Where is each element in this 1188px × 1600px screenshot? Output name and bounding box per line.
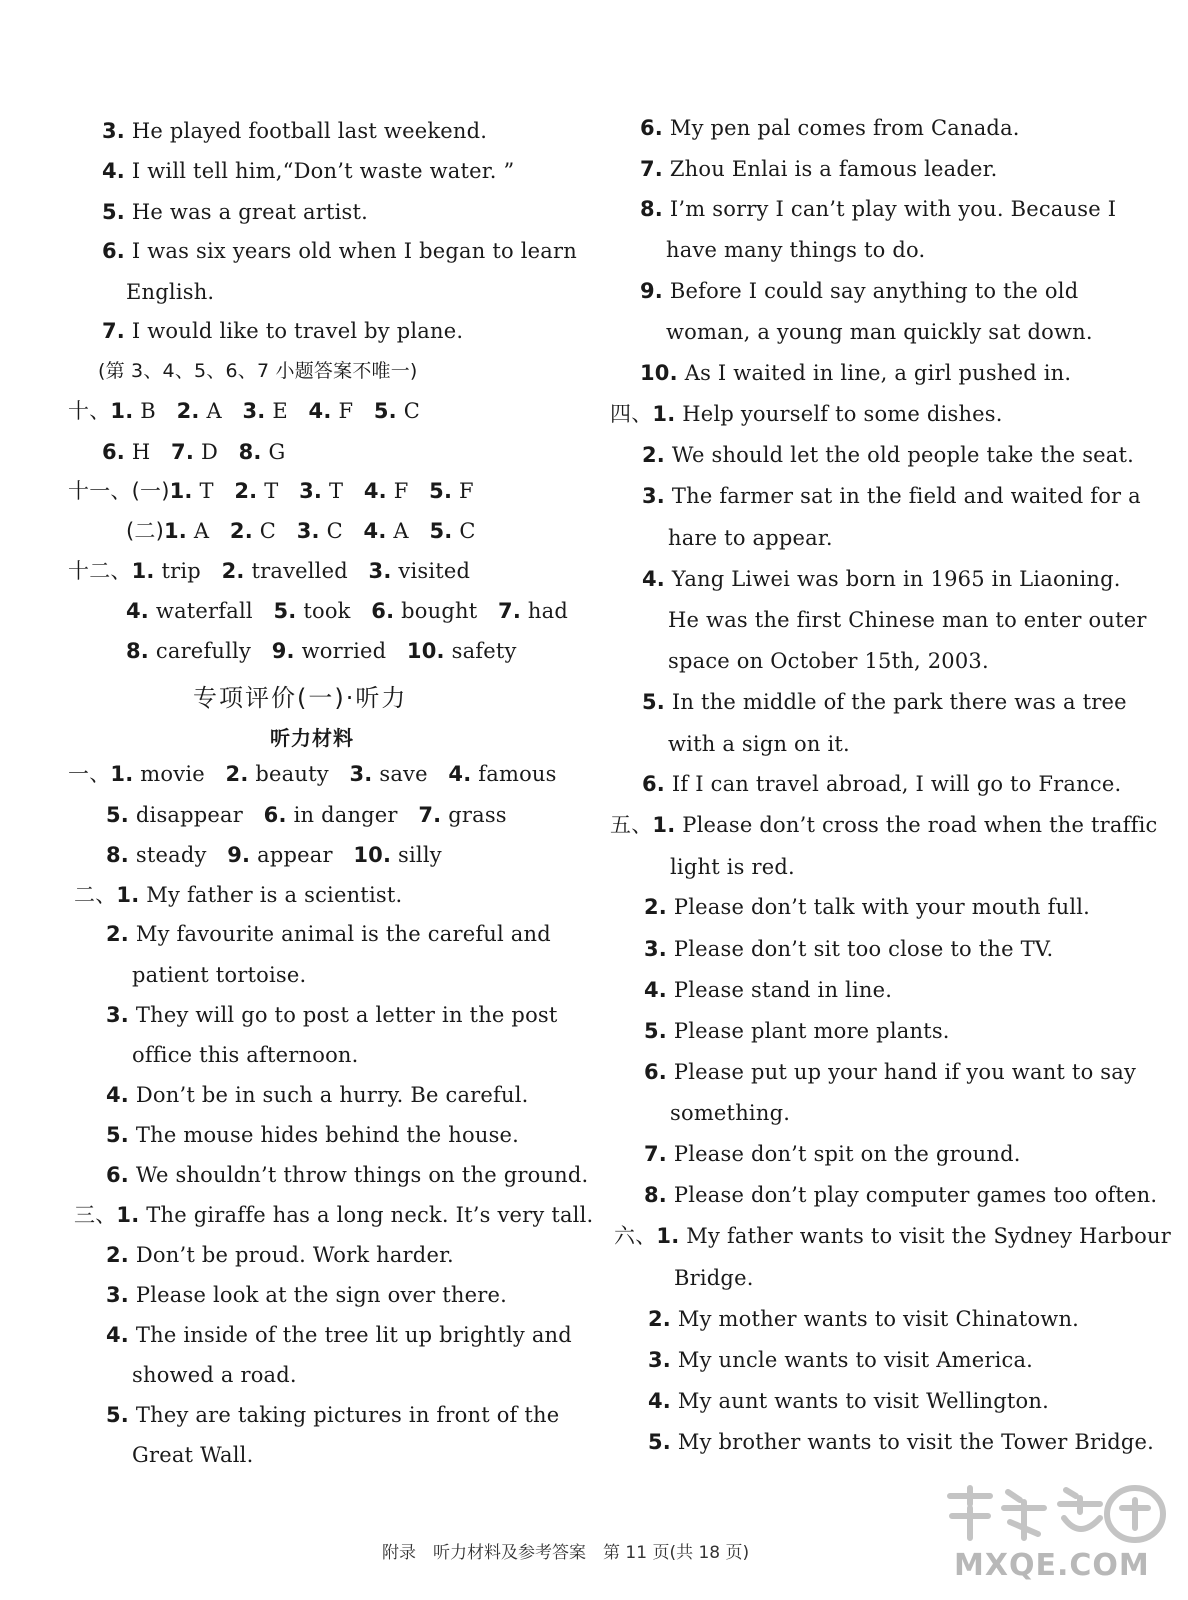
answer-line: 3. The farmer sat in the field and waited for a — [642, 484, 1141, 508]
answer-row: 十二、1. trip 2. travelled 3. visited — [68, 559, 471, 583]
subsection-heading: 听力材料 — [270, 726, 354, 750]
answer-line: 3. He played football last weekend. — [102, 119, 488, 143]
answer-row: 十一、(一)1. T 2. T 3. T 4. F 5. F — [68, 479, 474, 503]
answer-line-continued: have many things to do. — [666, 238, 926, 262]
answer-line: 二、1. My father is a scientist. — [74, 883, 403, 907]
answer-line: 7. Zhou Enlai is a famous leader. — [640, 157, 998, 181]
answer-line: 7. I would like to travel by plane. — [102, 319, 464, 343]
answer-row: 十、1. B 2. A 3. E 4. F 5. C — [68, 399, 421, 423]
answer-row: 4. waterfall 5. took 6. bought 7. had — [126, 599, 568, 623]
answer-line: 4. My aunt wants to visit Wellington. — [648, 1389, 1049, 1413]
answer-line: 5. They are taking pictures in front of the — [106, 1403, 560, 1427]
answer-line: 4. Yang Liwei was born in 1965 in Liaoning. — [642, 567, 1121, 591]
answer-line: 6. Please put up your hand if you want to say — [644, 1060, 1137, 1084]
answer-row: 8. steady 9. appear 10. silly — [106, 843, 442, 867]
answer-line: 6. My pen pal comes from Canada. — [640, 116, 1020, 140]
answer-line-continued: space on October 15th, 2003. — [668, 649, 989, 673]
answer-line: 5. He was a great artist. — [102, 200, 368, 224]
answer-line: 5. The mouse hides behind the house. — [106, 1123, 520, 1147]
answer-line: 10. As I waited in line, a girl pushed in. — [640, 361, 1072, 385]
answer-line: 4. Don’t be in such a hurry. Be careful. — [106, 1083, 529, 1107]
answer-line: 6. We shouldn’t throw things on the ground. — [106, 1163, 589, 1187]
answer-line: 8. Please don’t play computer games too often. — [644, 1183, 1158, 1207]
answer-line: 5. Please plant more plants. — [644, 1019, 950, 1043]
answer-line-continued: Great Wall. — [132, 1443, 254, 1467]
answer-line: 4. The inside of the tree lit up brightly and — [106, 1323, 572, 1347]
answer-line: 三、1. The giraffe has a long neck. It’s very tall. — [74, 1203, 594, 1227]
answer-line: 7. Please don’t spit on the ground. — [644, 1142, 1021, 1166]
answer-line: 3. My uncle wants to visit America. — [648, 1348, 1034, 1372]
answer-line: 2. Please don’t talk with your mouth full. — [644, 895, 1091, 919]
watermark-text: MXQE.COM — [954, 1548, 1150, 1583]
answer-line: 2. We should let the old people take the seat. — [642, 443, 1135, 467]
answer-row: 5. disappear 6. in danger 7. grass — [106, 803, 507, 827]
answer-line: 2. Don’t be proud. Work harder. — [106, 1243, 454, 1267]
answer-line-continued: light is red. — [670, 855, 795, 879]
answer-line-continued: office this afternoon. — [132, 1043, 359, 1067]
answer-line-continued: showed a road. — [132, 1363, 297, 1387]
answer-line: 五、1. Please don’t cross the road when the traffic — [610, 813, 1158, 837]
answer-line: 2. My favourite animal is the careful and — [106, 922, 551, 946]
answer-line-continued: something. — [670, 1101, 791, 1125]
answer-line-continued: hare to appear. — [668, 526, 833, 550]
answer-note: (第 3、4、5、6、7 小题答案不唯一) — [98, 360, 418, 382]
answer-line: 6. If I can travel abroad, I will go to France. — [642, 772, 1122, 796]
answer-line: 4. I will tell him,“Don’t waste water. ” — [102, 159, 515, 183]
answer-line-continued: English. — [126, 280, 215, 304]
watermark — [930, 1478, 1180, 1596]
section-heading: 专项评价(一)·听力 — [193, 684, 408, 712]
answer-line: 六、1. My father wants to visit the Sydney Harbour — [614, 1224, 1171, 1248]
answer-line: 3. Please don’t sit too close to the TV. — [644, 937, 1054, 961]
answer-line-continued: Bridge. — [674, 1266, 754, 1290]
answer-line: 4. Please stand in line. — [644, 978, 893, 1002]
answer-row: (二)1. A 2. C 3. C 4. A 5. C — [126, 519, 476, 543]
answer-line: 3. They will go to post a letter in the post — [106, 1003, 558, 1027]
answer-line: 8. I’m sorry I can’t play with you. Because I — [640, 197, 1117, 221]
answer-line: 2. My mother wants to visit Chinatown. — [648, 1307, 1080, 1331]
answer-row: 8. carefully 9. worried 10. safety — [126, 639, 517, 663]
answer-line: 9. Before I could say anything to the old — [640, 279, 1079, 303]
answer-row: 一、1. movie 2. beauty 3. save 4. famous — [68, 762, 557, 786]
page-footer: 附录 听力材料及参考答案 第 11 页(共 18 页) — [382, 1543, 750, 1563]
answer-line-continued: patient tortoise. — [132, 963, 307, 987]
answer-line: 5. My brother wants to visit the Tower Bridge. — [648, 1430, 1154, 1454]
answer-line-continued: with a sign on it. — [668, 732, 850, 756]
answer-line: 6. I was six years old when I began to learn — [102, 239, 577, 263]
answer-line-continued: woman, a young man quickly sat down. — [666, 320, 1093, 344]
answer-line-continued: He was the first Chinese man to enter outer — [668, 608, 1147, 632]
answer-line: 5. In the middle of the park there was a tree — [642, 690, 1127, 714]
answer-line: 3. Please look at the sign over there. — [106, 1283, 507, 1307]
answer-line: 四、1. Help yourself to some dishes. — [610, 402, 1003, 426]
answer-row: 6. H 7. D 8. G — [102, 440, 286, 464]
